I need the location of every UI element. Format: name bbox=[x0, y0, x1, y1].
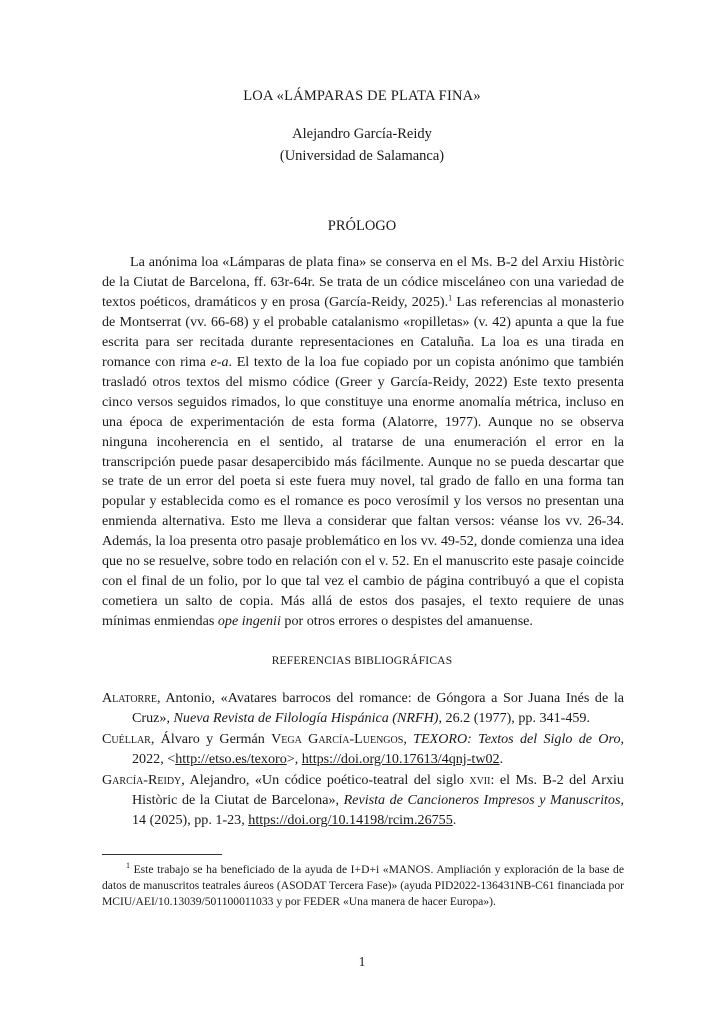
reference-text: , bbox=[403, 731, 414, 747]
prologo-text-4: por otros errores o despistes del amanuense. bbox=[280, 613, 533, 630]
reference-text: : el Ms. B-2 del Arxiu Històric de la Ciutat de Barcelona», bbox=[132, 772, 624, 808]
references-list bbox=[102, 688, 624, 831]
reference-text: , 26.2 (1977), pp. 341-459. bbox=[438, 710, 590, 726]
reference-author: Cuéllar bbox=[102, 731, 151, 747]
reference-text: , 2022, < bbox=[132, 731, 625, 767]
reference-doi-link[interactable]: https://doi.org/10.17613/4qnj-tw02 bbox=[301, 751, 500, 767]
footnote-mark: 1 bbox=[126, 861, 130, 871]
reference-author: Vega García-Luengos bbox=[271, 731, 404, 747]
reference-author: García-Reidy bbox=[102, 772, 182, 788]
footnote bbox=[102, 862, 624, 909]
reference-text: , Antonio, «Avatares barrocos del romance: de Góngora a Sor Juana Inés de la Cruz», bbox=[132, 690, 624, 726]
reference-text: . bbox=[452, 812, 457, 828]
reference-doi-link[interactable]: https://doi.org/10.14198/rcim.26755 bbox=[248, 812, 453, 828]
footnote-text: Este trabajo se ha beneficiado de la ayuda de I+D+i «MANOS. Ampliación y exploración de la base de datos de manuscritos teatrales áureos (ASODAT Tercera Fase)» (ayuda PID2022-136431NB-C61 financiada por MCIU/AEI/10.13039/501100011033 y por FEDER «Una manera de hacer Europa»). bbox=[102, 863, 624, 908]
prologo-text-2: Las referencias al monasterio de Montserrat (vv. 66-68) y el probable catalanismo «ropilletas» (v. 42) apunta a que la fue escrita para ser recitada durante representaciones en Cataluña. La loa es una tirada en romance con rima bbox=[102, 293, 624, 370]
footnote-reference[interactable]: 1 bbox=[448, 293, 453, 303]
latin-term: ope ingenii bbox=[217, 613, 281, 630]
prologo-heading: PRÓLOGO bbox=[327, 218, 397, 234]
prologo-text-1: La anónima loa «Lámparas de plata fina» se conserva en el Ms. B-2 del Arxiu Històric de la Ciutat de Barcelona, ff. 63r-64r. Se trata de un códice misceláneo con una variedad de textos poéticos, dramáticos y en prosa (García-Reidy, 2025). bbox=[102, 254, 624, 310]
reference-entry bbox=[102, 729, 624, 769]
reference-entry bbox=[102, 688, 624, 728]
reference-text: >, bbox=[286, 751, 302, 767]
reference-entry bbox=[102, 770, 624, 830]
prologo-paragraph bbox=[102, 253, 624, 632]
references-heading: REFERENCIAS BIBLIOGRÁFICAS bbox=[271, 655, 453, 667]
document-title: LOA «LÁMPARAS DE PLATA FINA» bbox=[243, 88, 481, 104]
author-name: Alejandro García-Reidy bbox=[292, 126, 432, 142]
author-affiliation: (Universidad de Salamanca) bbox=[279, 148, 445, 164]
reference-text: , Álvaro y Germán bbox=[150, 731, 272, 747]
reference-text: , 14 (2025), pp. 1-23, bbox=[132, 792, 624, 828]
reference-link[interactable]: http://etso.es/texoro bbox=[175, 751, 287, 767]
footnote-separator bbox=[102, 854, 222, 855]
page-number: 1 bbox=[358, 954, 366, 969]
reference-journal: TEXORO: Textos del Siglo de Oro bbox=[413, 731, 621, 747]
prologo-text-3: . El texto de la loa fue copiado por un copista anónimo que también trasladó otros textos del mismo códice (Greer y García-Reidy, 2022) Este texto presenta cinco versos seguidos rimados, lo que constituye una enorme anomalía métrica, incluso en una época de experimentación de esta forma (Alatorre, 1977). Aunque no se observa ninguna incoherencia en el sentido, al tratarse de una enumeración el error en la transcripción puede pasar desapercibido más fácilmente. Aunque no se pueda descartar que se trate de un error del poeta si este fuera muy novel, tal grado de fallo en una forma tan popular y establecida como es el romance es poco verosímil y los versos no presentan una enmienda alternativa. Esto me lleva a considerar que faltan versos: véanse los vv. 26-34. Además, la loa presenta otro pasaje problemático en los vv. 49-52, donde comienza una idea que no se resuelve, sobre todo en relación con el v. 52. En el manuscrito este pasaje coincide con el final de un folio, por lo que tal vez el cambio de página contribuyó a que el copista cometiera un salto de copia. Más allá de estos dos pasajes, el texto requiere de unas mínimas enmiendas bbox=[102, 353, 624, 630]
reference-text: , Alejandro, «Un códice poético-teatral del siglo bbox=[181, 772, 470, 788]
reference-century: xvii bbox=[469, 772, 491, 788]
author-block bbox=[0, 123, 724, 167]
rhyme-term: e-a bbox=[210, 353, 229, 370]
reference-text: . bbox=[499, 751, 504, 767]
reference-journal: Revista de Cancioneros Impresos y Manuscritos bbox=[343, 792, 621, 808]
reference-author: Alatorre bbox=[102, 690, 157, 706]
reference-journal: Nueva Revista de Filología Hispánica (NRFH) bbox=[173, 710, 439, 726]
